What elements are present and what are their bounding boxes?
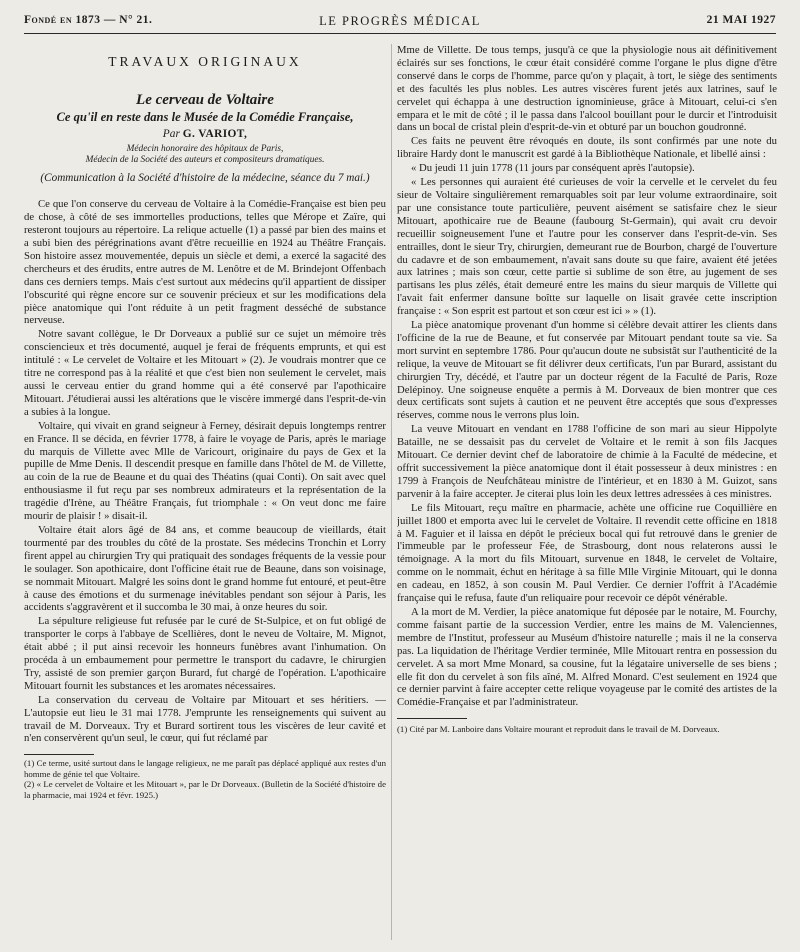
- paragraph: Le fils Mitouart, reçu maître en pharmacie, achète une officine rue Coquillière en juillet 1800 et emporta avec lui le cervelet de Voltaire. Il revendit cette officine en 1818 à M. Faguier et il laissa en dépôt le précieux bocal qui fut retrouvé dans le grenier de l'immeuble par le professeur Fée, de Strasbourg, dont nous relaterons aussi le témoignage. A la mort du fils Mitouart, survenue en 1848, le cervelet de Voltaire, comme on le nommait, échut en héritage à sa fille Mlle Virginie Mitouart, qui le donna en cadeau, en 1852, à son cousin M. Paul Verdier. Ce dernier l'offrit à l'Académie française qui le refusa, faute d'un reliquaire pour recevoir ce dépôt vénérable.: [397, 501, 777, 605]
- paragraph: « Les personnes qui auraient été curieuses de voir la cervelle et le cervelet du feu sieur de Voltaire singulièrement remarquables soit par leur volume extraordinaire, soit par une consistance toute particulière, peuvent aisément se satisfaire chez le sieur Mitouart, apothicaire rue de Beaune (faubourg St-Germain), qui avait cru devoir recueillir soigneusement l'une et l'autre pour les conserver dans l'esprit-de-vin. Ses entrailles, dont le sieur Try, chirurgien, demeurant rue de Bourbon, chargé de l'ouverture du cadavre et de son embaumement, n'avait sans doute su que faire, avaient été jetées aux latrines ; mais son cœur, cette partie si sublime de son être, au jugement de ses partisans les plus zélés, était demeuré entre les mains du sieur marquis de Villette qui l'avait fait enfermer dansune boîtte sur laquelle on lisait gravée cette inscription française : « Son esprit est partout et son cœur est ici » » (1).: [397, 176, 777, 318]
- left-column: [24, 44, 386, 944]
- footnote-rule: [397, 718, 467, 719]
- byline: [24, 128, 386, 141]
- affiliation-line-2: Médecin de la Société des auteurs et compositeurs dramatiques.: [85, 155, 325, 166]
- affiliation-line-1: Médecin honoraire des hôpitaux de Paris,: [126, 144, 284, 155]
- right-body: [397, 44, 777, 709]
- footnote-rule: [24, 754, 94, 755]
- article-subtitle: Ce qu'il en reste dans le Musée de la Comédie Française,: [56, 109, 354, 124]
- paragraph: La veuve Mitouart en vendant en 1788 l'officine de son mari au sieur Hippolyte Bataille, ne se dessaisit pas du cervelet de Voltaire et le remit à son fils Jacques Mitouart. Ce dernier devint chef de laboratoire de chimie à la Faculté de médecine, et offrit successivement la pièce anatomique dont il était possesseur à deux ministres : en 1799 à François de Neufchâteau ministre de l'intérieur, et en 1830 à M. Guizot, sans parvenir à la faire accepter. Je citerai plus loin les deux lettres adressées à ces ministres.: [397, 423, 777, 500]
- left-body: [24, 198, 386, 745]
- communication-note: (Communication à la Société d'histoire de la médecine, séance du 7 mai.): [40, 172, 370, 185]
- paragraph: Ces faits ne peuvent être révoqués en doute, ils sont confirmés par une note du libraire Hardy dont le manuscrit est gardé à la Bibliothèque Nationale, et libellé ainsi :: [397, 135, 777, 161]
- author-name: G. VARIOT,: [182, 128, 248, 141]
- paragraph: Mme de Villette. De tous temps, jusqu'à ce que la physiologie nous ait définitivement éclairés sur ses fonctions, le cœur était considéré comme l'organe le plus digne d'être conservé dans le corps de l'homme, parce qu'on y plaçait, à tort, le siège des sentiments et des facultés les plus nobles. Les autres viscères furent jetés aux latrines, sauf le cervelet qui échappa à une destruction ignominieuse, grâce à Mitouart, celui-ci s'en empara et le mit de côté ; il le passa dans l'alcool bouillant pour le durcir et l'introduisit dans un bocal de cristal plein d'esprit-de-vin et obturé par un bouchon goudronné.: [397, 44, 777, 134]
- article-title: Le cerveau de Voltaire: [136, 92, 274, 108]
- paragraph: Ce que l'on conserve du cerveau de Voltaire à la Comédie-Française est bien peu de chose, à côté de ses immortelles productions, telles que Mérope et Zaïre, qui resteront toujours au répertoire. La relique actuelle (1) a passé par bien des mains et a subi bien des pérégrinations avant d'être recueillie en 1924 au Théâtre Français. Son histoire assez mouvementée, depuis un siècle et demi, a exercé la sagacité des chercheurs et des érudits, entre autres de M. Lenôtre et de M. Brindejont Offenbach dans ces derniers temps. Mais c'est surtout aux médecins qu'il appartient de dissiper l'obscurité qui règne encore sur ce souvenir précieux et sur les modifications dela pièce anatomique qui l'ont réduite à un petit fragment desséché de substance nerveuse.: [24, 198, 386, 327]
- section-heading: TRAVAUX ORIGINAUX: [108, 54, 302, 69]
- paragraph: A la mort de M. Verdier, la pièce anatomique fut déposée par le notaire, M. Fourchy, comme faisant partie de la succession Verdier, entre les mains de M. Valenciennes, membre de l'Institut, professeur au Muséum d'histoire naturelle ; mais il ne la conserva pas. La liquidation de l'héritage Verdier terminée, Mlle Mitouart rentra en possession du cervelet. A sa mort Mme Monard, sa cousine, fut la légataire universelle de ses biens ; elle fit don du cervelet à son fils aîné, M. Alfred Monard. C'est seulement en 1924 que ce dernier parvint à faire accepter cette relique voyageuse par le comité des artistes de la Comédie-Française et par l'administrateur.: [397, 605, 777, 709]
- paragraph: Voltaire était alors âgé de 84 ans, et comme beaucoup de vieillards, était tourmenté par des troubles du côté de la prostate. Ses médecins Tronchin et Lorry firent appel au chirurgien Try qui pratiquait des sondages fréquents de la vessie pour le soulager. Son apothicaire, dont l'officine était rue de Beaune, dans son voisinage, se nommait Mitouart. Malgré les soins dont le grand homme fut entouré, et peut-être à cause des émotions et du surmenage inévitables pendant son séjour à Paris, les accidents s'aggravèrent et il succomba le 30 mai, à onze heures du soir.: [24, 523, 386, 614]
- footnote: (1) Ce terme, usité surtout dans le langage religieux, ne me paraît pas déplacé appliqué aux restes d'un homme de génie tel que Voltaire.: [24, 758, 386, 779]
- footnote: (2) « Le cervelet de Voltaire et les Mitouart », par le Dr Dorveaux. (Bulletin de la Société d'histoire de la pharmacie, mai 1924 et févr. 1925.): [24, 779, 386, 800]
- paragraph: Voltaire, qui vivait en grand seigneur à Ferney, désirait depuis longtemps rentrer en France. Il se décida, en février 1778, à faire le voyage de Paris, après le mariage du marquis de Villette avec Mlle de Varicourt, originaire du pays de Gex et la pupille de Mme Denis. Il descendit presque en famille dans l'hôtel de M. de Villette, au coin de la rue de Beaune et du quai des Théatins (quai Conti). On sait avec quel enthousiasme il fut reçu par ses nombreux admirateurs et la représentation de la tragédie d'Irène, au Théâtre Français, fut triomphale : « On veut donc me faire mourir de plaisir ! » disait-il.: [24, 419, 386, 523]
- byline-prefix: Par: [162, 128, 180, 141]
- issue-date: 21 MAI 1927: [706, 14, 776, 26]
- column-rule: [391, 44, 392, 940]
- paragraph: La pièce anatomique provenant d'un homme si célèbre devait attirer les clients dans l'officine de la rue de Beaune, et fut conservée par Mitouart pendant toute sa vie. Sa mort survint en septembre 1786. Pour qu'aucun doute ne subsistât sur l'authenticité de la relique, la veuve de Mitouart se fit délivrer deux certificats, l'un par Burard, assistant du chirurgien Try, décédé, et l'autre par un docteur régent de la Faculté de Paris, Roze Delépinoy. Une soigneuse enquête a permis à M. Dorveaux de bien montrer que ces deux certificats sont sujets à caution et ne peuvent être acceptés que sous d'expresses réserves, comme nous le verrons plus loin.: [397, 319, 777, 422]
- paragraph: Notre savant collègue, le Dr Dorveaux a publié sur ce sujet un mémoire très consciencieux et très documenté, auquel je ferai de fréquents emprunts, et qui est intitulé : « Le cervelet de Voltaire et les Mitouart » (2). Je voudrais montrer que ce titre ne correspond pas à la réalité et que c'est bien non seulement le cervelet, mais aussi le cerveau entier du grand homme qui a été conservé par l'apothicaire Mitouart. J'étudierai aussi les altérations que le viscère immergé dans l'esprit-de-vin a subies à la longue.: [24, 328, 386, 418]
- right-column: [397, 44, 777, 944]
- running-head-left: Fondé en 1873 — N° 21.: [24, 14, 153, 26]
- footnote: (1) Cité par M. Lanboire dans Voltaire mourant et reproduit dans le travail de M. Dorveaux.: [397, 724, 720, 735]
- paragraph: La sépulture religieuse fut refusée par le curé de St-Sulpice, et on fut obligé de transporter le corps à l'abbaye de Scellières, dont le neveu de Voltaire, M. Mignot, était abbé ; il put ainsi recevoir les honneurs funèbres avant l'inhumation. On procéda à un embaumement pour permettre le transport du cadavre, le chirurgien Try, assisté de son premier garçon Burard, fut chargé de l'opération. L'apothicaire Mitouart fournit les substances et les aromates nécessaires.: [24, 615, 386, 692]
- author-affiliation: [24, 144, 386, 166]
- paragraph: « Du jeudi 11 juin 1778 (11 jours par conséquent après l'autopsie).: [411, 162, 695, 175]
- running-head: [24, 14, 776, 34]
- paragraph: La conservation du cerveau de Voltaire par Mitouart et ses héritiers. — L'autopsie eut lieu le 31 mai 1778. J'emprunte les renseignements qui suivent au travail de M. Dorveaux. Try et Burard sortirent tous les viscères de leur cavité et n'en conservèrent qu'un seul, le cœur, qui fut réclamé par: [24, 693, 386, 745]
- journal-title: LE PROGRÈS MÉDICAL: [319, 14, 481, 28]
